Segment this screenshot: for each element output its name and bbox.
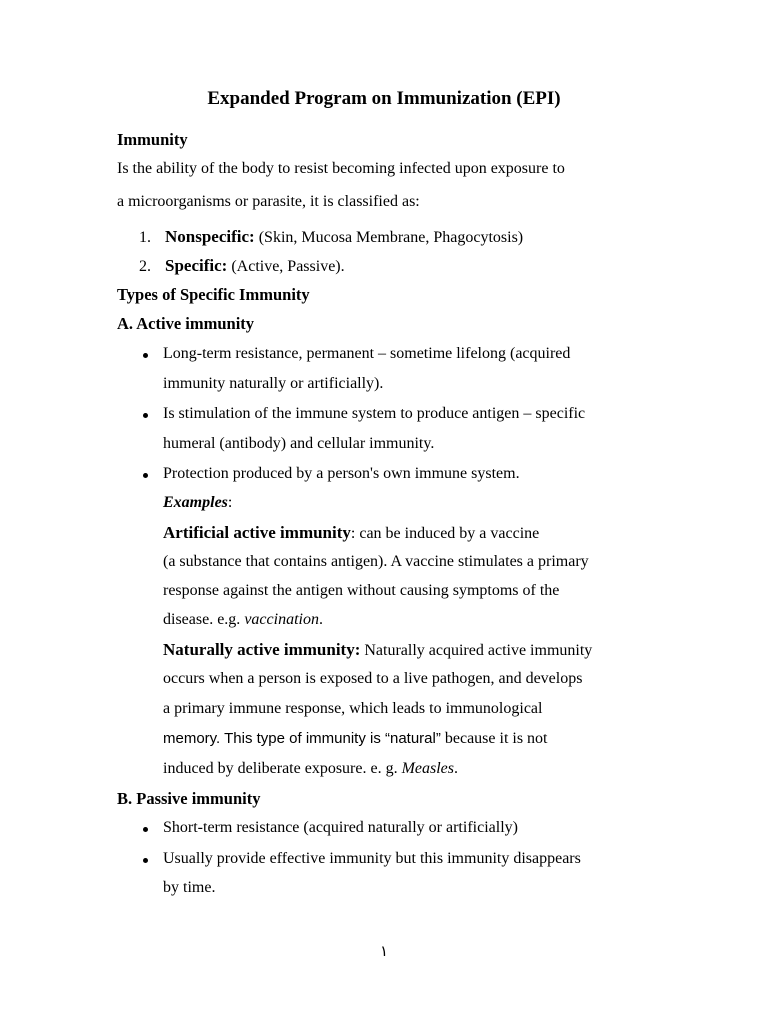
bullet-icon xyxy=(143,473,148,478)
period: . xyxy=(318,611,323,628)
active-bullet1-line2: immunity naturally or artificially). xyxy=(163,375,384,392)
examples-label xyxy=(163,494,232,512)
active-immunity-heading: A. Active immunity xyxy=(117,314,255,333)
passive-bullet2-line2: by time. xyxy=(163,879,216,896)
natural-line5 xyxy=(163,760,458,778)
bullet-icon xyxy=(143,858,148,863)
artificial-line1 xyxy=(163,523,539,543)
nonspecific-text: (Skin, Mucosa Membrane, Phagocytosis) xyxy=(254,229,524,246)
specific-text: (Active, Passive). xyxy=(227,258,345,275)
natural-l4-text: because it is not xyxy=(440,730,548,747)
artificial-l4-text: disease. e.g. xyxy=(163,611,245,628)
list-item-specific xyxy=(139,256,345,276)
natural-l5-text: induced by deliberate exposure. e. g. xyxy=(163,760,402,777)
vaccination-text: vaccination xyxy=(244,611,319,628)
natural-l4-emphasis: memory. This type of immunity is “natural” xyxy=(163,730,441,747)
natural-label: Naturally active immunity: xyxy=(163,640,361,659)
passive-immunity-heading: B. Passive immunity xyxy=(117,789,261,808)
passive-bullet2-line1: Usually provide effective immunity but this immunity disappears xyxy=(163,850,581,867)
list-item-nonspecific xyxy=(139,227,523,247)
bullet-icon xyxy=(143,413,148,418)
artificial-line4 xyxy=(163,611,323,629)
active-bullet3: Protection produced by a person's own immune system. xyxy=(163,465,520,482)
artificial-text: : can be induced by a vaccine xyxy=(350,525,540,542)
examples-text: Examples xyxy=(163,494,228,511)
list-number: 1. xyxy=(139,229,151,246)
period: . xyxy=(454,760,459,777)
artificial-label: Artificial active immunity xyxy=(163,523,351,542)
nonspecific-label: Nonspecific: xyxy=(165,227,255,246)
passive-bullet1: Short-term resistance (acquired naturally or artificially) xyxy=(163,819,518,836)
bullet-icon xyxy=(143,827,148,832)
active-bullet2-line2: humeral (antibody) and cellular immunity. xyxy=(163,435,435,452)
natural-line2: occurs when a person is exposed to a live pathogen, and develops xyxy=(163,670,583,687)
specific-label: Specific: xyxy=(165,256,228,275)
active-bullet1-line1: Long-term resistance, permanent – sometime lifelong (acquired xyxy=(163,345,571,362)
artificial-line2: (a substance that contains antigen). A vaccine stimulates a primary xyxy=(163,553,589,570)
natural-line1 xyxy=(163,640,592,660)
types-heading: Types of Specific Immunity xyxy=(117,285,310,304)
immunity-definition-line1: Is the ability of the body to resist becoming infected upon exposure to xyxy=(117,160,565,177)
natural-text: Naturally acquired active immunity xyxy=(360,642,593,659)
bullet-icon xyxy=(143,353,148,358)
list-number: 2. xyxy=(139,258,151,275)
page-number: ١ xyxy=(379,944,389,960)
artificial-line3: response against the antigen without causing symptoms of the xyxy=(163,582,560,599)
active-bullet2-line1: Is stimulation of the immune system to produce antigen – specific xyxy=(163,405,586,422)
immunity-heading: Immunity xyxy=(117,130,188,149)
natural-line4 xyxy=(163,730,548,748)
measles-text: Measles xyxy=(401,760,455,777)
natural-line3: a primary immune response, which leads to immunological xyxy=(163,700,543,717)
immunity-definition-line2: a microorganisms or parasite, it is classified as: xyxy=(117,193,420,210)
document-title: Expanded Program on Immunization (EPI) xyxy=(207,88,561,109)
examples-colon: : xyxy=(227,494,233,511)
